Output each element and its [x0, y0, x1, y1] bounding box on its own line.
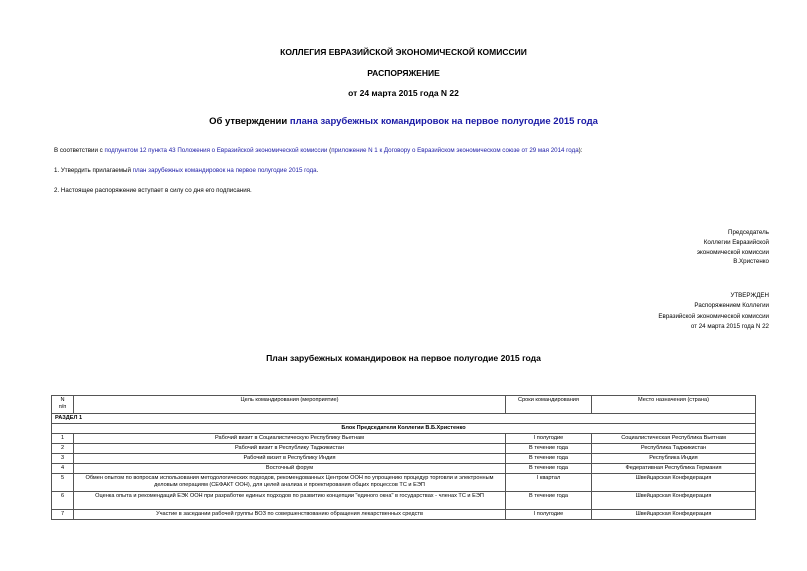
col-header-term: Сроки командирования: [506, 396, 592, 414]
doc-title: [0, 116, 807, 127]
cell-goal: Восточный форум: [74, 464, 506, 474]
doc-title-prefix: Об утверждении: [209, 116, 290, 127]
cell-num: 7: [52, 510, 74, 520]
table-row: [52, 474, 756, 492]
cell-goal: Участие в заседании рабочей группы ВОЗ по совершенствованию обращения лекарственных средств: [74, 510, 506, 520]
cell-term: В течение года: [506, 444, 592, 454]
cell-term: I полугодие: [506, 510, 592, 520]
cell-goal: Рабочий визит в Республику Таджикистан: [74, 444, 506, 454]
signature-line: Председатель: [728, 229, 769, 236]
preamble-text: (: [327, 147, 332, 154]
approval-line: УТВЕРЖДЕН: [730, 292, 769, 299]
cell-place: Швейцарская Конфедерация: [592, 510, 756, 520]
item-2: 2. Настоящее распоряжение вступает в силу со дня его подписания.: [54, 187, 252, 194]
doc-date: от 24 марта 2015 года N 22: [348, 88, 459, 98]
cell-num: 4: [52, 464, 74, 474]
signature-name: В.Христенко: [733, 258, 769, 266]
cell-term: В течение года: [506, 454, 592, 464]
table-row: [52, 454, 756, 464]
plan-table: [51, 395, 756, 520]
doc-type: РАСПОРЯЖЕНИЕ: [367, 68, 440, 78]
cell-place: Социалистическая Республика Вьетнам: [592, 434, 756, 444]
table-row: [52, 464, 756, 474]
cell-goal: Рабочий визит в Республику Индия: [74, 454, 506, 464]
preamble: [54, 147, 582, 154]
cell-place: Республика Индия: [592, 454, 756, 464]
col-header-goal: Цель командирования (мероприятие): [74, 396, 506, 414]
plan-link-2[interactable]: план зарубежных командировок на первое полугодие 2015 года: [132, 167, 317, 174]
cell-place: Швейцарская Конфедерация: [592, 474, 756, 492]
cell-num: 2: [52, 444, 74, 454]
section-label: РАЗДЕЛ 1: [52, 414, 756, 424]
signature-line: экономической комиссии: [696, 248, 769, 256]
cell-place: Республика Таджикистан: [592, 444, 756, 454]
block-label: Блок Председателя Коллегии В.Б.Христенко: [52, 424, 756, 434]
cell-place: Федеративная Республика Германия: [592, 464, 756, 474]
cell-term: В течение года: [506, 492, 592, 510]
block-row: [52, 424, 756, 434]
regulation-link[interactable]: подпунктом 12 пункта 43 Положения о Евразийской экономической комиссии: [104, 147, 328, 154]
table-row: [52, 510, 756, 520]
preamble-text: ):: [578, 147, 583, 154]
approval-line: Распоряжением Коллегии: [694, 302, 769, 310]
table-row: [52, 434, 756, 444]
cell-term: В течение года: [506, 464, 592, 474]
plan-link[interactable]: плана зарубежных командировок на первое полугодие 2015 года: [289, 116, 598, 127]
signature-line: Коллегии Евразийской: [703, 238, 769, 246]
approval-line: Евразийской экономической комиссии: [658, 312, 769, 320]
org-name: КОЛЛЕГИЯ ЕВРАЗИЙСКОЙ ЭКОНОМИЧЕСКОЙ КОМИССИИ: [280, 47, 527, 57]
cell-goal: Оценка опыта и рекомендаций ЕЭК ООН при разработке единых подходов по развитию концепции "единого окна" в государствах - членах ТС и ЕЭП: [74, 492, 506, 510]
preamble-text: В соответствии с: [54, 147, 105, 154]
col-header-num: N п/п: [52, 396, 74, 414]
table-row: [52, 444, 756, 454]
cell-num: 3: [52, 454, 74, 464]
cell-term: I полугодие: [506, 434, 592, 444]
approval-line: от 24 марта 2015 года N 22: [690, 323, 769, 331]
cell-num: 5: [52, 474, 74, 492]
table-header-row: [52, 396, 756, 414]
signature-block: [697, 228, 769, 267]
treaty-link[interactable]: приложение N 1 к Договору о Евразийском экономическом союзе от 29 мая 2014 года: [331, 147, 579, 154]
approval-block: [658, 291, 769, 333]
cell-goal: Обмен опытом по вопросам использования методологических подходов, рекомендованных Центром ООН по упрощению процедур торговли и электронным деловым операциям (СЕФАКТ ООН), для целей анализа и проектирования общих процессов ТС и ЕЭП: [74, 474, 506, 492]
cell-term: I квартал: [506, 474, 592, 492]
cell-num: 6: [52, 492, 74, 510]
plan-title: План зарубежных командировок на первое полугодие 2015 года: [266, 353, 541, 363]
col-header-place: Место назначения (страна): [592, 396, 756, 414]
table-row: [52, 492, 756, 510]
item-1-text: 1. Утвердить прилагаемый: [54, 167, 133, 174]
item-1-end: .: [316, 167, 319, 174]
section-row: [52, 414, 756, 424]
item-1: [54, 167, 318, 174]
cell-num: 1: [52, 434, 74, 444]
cell-goal: Рабочий визит в Социалистическую Республику Вьетнам: [74, 434, 506, 444]
cell-place: Швейцарская Конфедерация: [592, 492, 756, 510]
